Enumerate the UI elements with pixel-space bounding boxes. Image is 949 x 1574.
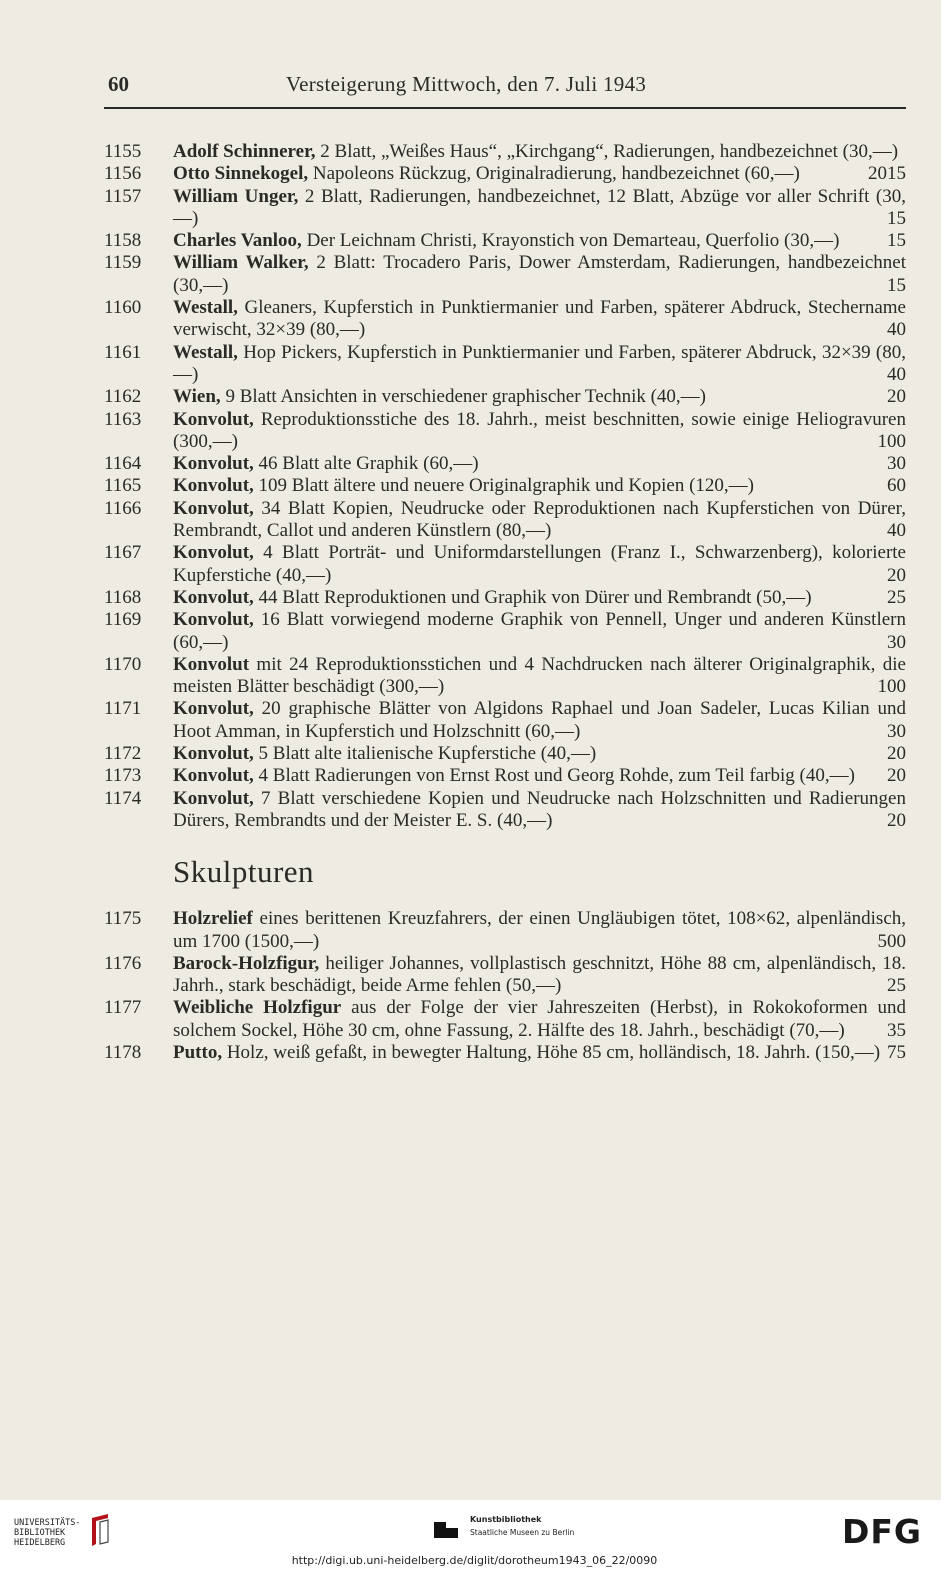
estimate-price: 25: [887, 586, 906, 608]
catalog-entry: [104, 386, 906, 408]
lot-number: 1172: [104, 743, 142, 765]
catalog-entry: [104, 409, 906, 454]
entry-name: Konvolut,: [173, 698, 254, 720]
entry-name: Weibliche Holzfigur: [173, 997, 342, 1019]
lot-number: 1165: [104, 475, 142, 497]
entry-text: [173, 498, 906, 543]
entry-name: Adolf Schinnerer,: [173, 141, 316, 162]
entry-text: [173, 230, 906, 252]
ub-line: BIBLIOTHEK: [14, 1528, 66, 1538]
estimate-price: 100: [877, 676, 906, 698]
footer: [0, 1500, 949, 1574]
estimate-price: 75: [887, 1041, 906, 1063]
catalog-entry: [104, 542, 906, 587]
estimate-price: 35: [887, 1019, 906, 1041]
estimate-price: 30: [887, 453, 906, 475]
catalog-entry: [104, 609, 906, 654]
catalog-entry: [104, 342, 906, 387]
entry-name: Konvolut,: [173, 765, 254, 787]
entry-description: Hop Pickers, Kupferstich in Punktiermanier und Farben, späterer Abdruck, 32×39 (80,—): [173, 341, 906, 385]
entry-description: Holz, weiß gefaßt, in bewegter Haltung, Höhe 85 cm, holländisch, 18. Jahrh. (150,—): [222, 1041, 881, 1063]
estimate-price: 20: [887, 564, 906, 586]
lot-number: 1169: [104, 609, 142, 631]
estimate-price: 15: [887, 207, 906, 229]
estimate-price: 15: [887, 230, 906, 252]
entry-text: [173, 609, 906, 654]
entry-text: [173, 475, 906, 497]
source-url-link[interactable]: http://digi.ub.uni-heidelberg.de/diglit/dorotheum1943_06_22/0090: [291, 1554, 658, 1567]
sculpture-entries: [104, 908, 906, 1064]
entry-description: 9 Blatt Ansichten in verschiedener graphischer Technik (40,—): [220, 386, 707, 408]
running-title: Versteigerung Mittwoch, den 7. Juli 1943: [286, 72, 647, 96]
lot-number: 1159: [104, 252, 142, 274]
section-title: Skulpturen: [173, 854, 315, 890]
entry-name: Holzrelief: [173, 908, 253, 930]
entry-name: Konvolut,: [173, 475, 254, 497]
catalog-entry: [104, 498, 906, 543]
entry-description: aus der Folge der vier Jahreszeiten (Herbst), in Rokokoformen und solchem Sockel, Höhe 30 cm, ohne Fassung, 2. Hälfte des 18. Jahrh., beschädigt (70,—): [173, 997, 906, 1041]
lot-number: 1168: [104, 586, 142, 608]
entry-text: [173, 765, 906, 787]
estimate-price: 40: [887, 520, 906, 542]
lot-number: 1155: [104, 141, 142, 162]
entry-description: mit 24 Reproduktionsstichen und 4 Nachdrucken nach älterer Originalgraphik, die meisten Blätter beschädigt (300,—): [173, 653, 906, 698]
entry-description: 2 Blatt, „Weißes Haus“, „Kirchgang“, Radierungen, handbezeichnet (30,—): [315, 141, 899, 162]
entry-name: Konvolut,: [173, 586, 254, 608]
entry-description: 4 Blatt Porträt- und Uniformdarstellungen (Franz I., Schwarzenberg), kolorierte Kupferstiche (40,—): [173, 542, 906, 586]
catalog-entry: [104, 654, 906, 699]
entry-text: [173, 587, 906, 609]
entry-description: 5 Blatt alte italienische Kupferstiche (40,—): [253, 743, 597, 765]
catalog-entry: [104, 297, 906, 342]
estimate-price: 30: [887, 631, 906, 653]
lot-number: 1157: [104, 185, 142, 207]
entry-text: [173, 788, 906, 833]
dfg-logo: DFG: [842, 1512, 923, 1551]
entry-description: 46 Blatt alte Graphik (60,—): [253, 453, 479, 475]
entry-description: 44 Blatt Reproduktionen und Graphik von Dürer und Rembrandt (50,—): [253, 586, 812, 608]
entry-text: [173, 453, 906, 475]
entry-name: Otto Sinnekogel,: [173, 163, 309, 185]
entry-description: Napoleons Rückzug, Originalradierung, handbezeichnet (60,—): [308, 163, 800, 185]
ub-line: HEIDELBERG: [14, 1538, 66, 1548]
entry-name: Konvolut,: [173, 542, 254, 564]
catalog-entry: [104, 908, 906, 953]
catalog-entry: [104, 788, 906, 833]
lot-number: 1158: [104, 230, 142, 252]
lot-number: 1177: [104, 997, 142, 1019]
entry-text: [173, 698, 906, 743]
kunstbibliothek-logo-text: [470, 1515, 574, 1537]
estimate-price: 40: [887, 319, 906, 341]
lot-number: 1171: [104, 698, 142, 720]
entry-description: heiliger Johannes, vollplastisch geschnitzt, Höhe 88 cm, alpenländisch, 18. Jahrh., stark beschädigt, beide Arme fehlen (50,—): [173, 952, 906, 997]
page-number: 60: [108, 72, 129, 96]
entry-description: eines berittenen Kreuzfahrers, der einen Ungläubigen tötet, 108×62, alpenländisch, um 1700 (1500,—): [173, 908, 906, 952]
estimate-price: 20: [887, 765, 906, 787]
entry-text: [173, 953, 906, 998]
page-header: [104, 72, 906, 102]
entry-description: 2 Blatt, Radierungen, handbezeichnet, 12 Blatt, Abzüge vor aller Schrift (30,—): [173, 185, 906, 229]
graphics-entries: [104, 141, 906, 832]
lot-number: 1161: [104, 341, 142, 363]
entry-name: William Walker,: [173, 252, 309, 274]
entry-text: [173, 386, 906, 408]
catalog-entry: [104, 997, 906, 1042]
ub-line: UNIVERSITÄTS-: [14, 1518, 81, 1528]
lot-number: 1170: [104, 653, 142, 675]
catalog-entry: [104, 230, 906, 252]
lot-number: 1173: [104, 765, 142, 787]
entry-text: [173, 252, 906, 297]
estimate-price: 15: [887, 163, 906, 185]
estimate-price: 500: [877, 930, 906, 952]
catalog-entry: [104, 953, 906, 998]
estimate-price: 100: [877, 430, 906, 452]
entry-name: Charles Vanloo,: [173, 230, 302, 252]
kunstbibliothek-logo-icon: [432, 1518, 460, 1540]
catalog-entry: [104, 163, 906, 185]
lot-number: 1167: [104, 542, 142, 564]
entry-text: [173, 409, 906, 454]
ub-heidelberg-logo-text: [14, 1518, 81, 1548]
entry-text: [173, 163, 906, 185]
lot-number: 1166: [104, 497, 142, 519]
estimate-price: 60: [887, 475, 906, 497]
estimate-price: 40: [887, 363, 906, 385]
catalog-entry: [104, 1042, 906, 1064]
lot-number: 1163: [104, 408, 142, 430]
entry-text: [173, 297, 906, 342]
estimate-price: 25: [887, 975, 906, 997]
catalog-entry: [104, 765, 906, 787]
lot-number: 1162: [104, 386, 142, 408]
entry-description: Reproduktionsstiche des 18. Jahrh., meist beschnitten, sowie einige Heliogravuren (300,—): [173, 408, 906, 452]
entry-name: Konvolut,: [173, 787, 254, 809]
entry-name: Putto,: [173, 1041, 223, 1063]
entry-name: Wien,: [173, 386, 221, 408]
lot-number: 1160: [104, 297, 142, 319]
catalog-entry: [104, 475, 906, 497]
catalog-entry: [104, 587, 906, 609]
entry-description: 16 Blatt vorwiegend moderne Graphik von Pennell, Unger und anderen Künstlern (60,—): [173, 609, 906, 653]
entry-text: [173, 743, 906, 765]
entry-text: [173, 186, 906, 231]
estimate-price: 20: [868, 163, 887, 185]
catalog-entry: [104, 252, 906, 297]
catalog-entry: [104, 453, 906, 475]
catalog-entry: [104, 743, 906, 765]
entry-text: [173, 1042, 906, 1064]
catalog-list: [104, 141, 906, 1064]
entry-name: Barock-Holzfigur,: [173, 952, 320, 974]
lot-number: 1164: [104, 453, 142, 475]
catalog-entry: [104, 698, 906, 743]
estimate-price: 20: [887, 386, 906, 408]
kb-title: Kunstbibliothek: [470, 1515, 542, 1524]
entry-description: 4 Blatt Radierungen von Ernst Rost und Georg Rohde, zum Teil farbig (40,—): [253, 765, 855, 787]
estimate-price: 15: [887, 274, 906, 296]
entry-name: Konvolut,: [173, 497, 254, 519]
entry-name: Westall,: [173, 297, 238, 319]
estimate-price: 20: [887, 809, 906, 831]
lot-number: 1175: [104, 908, 142, 930]
entry-name: Konvolut,: [173, 609, 254, 631]
kb-subtitle: Staatliche Museen zu Berlin: [470, 1528, 575, 1537]
entry-description: 34 Blatt Kopien, Neudrucke oder Reproduktionen nach Kupferstichen von Dürer, Rembrandt, Callot und anderen Künstlern (80,—): [173, 497, 906, 542]
entry-text: [173, 342, 906, 387]
entry-text: [173, 654, 906, 699]
ub-heidelberg-logo-icon: [88, 1512, 112, 1548]
entry-description: Der Leichnam Christi, Krayonstich von Demarteau, Querfolio (30,—): [301, 230, 840, 252]
entry-text: [173, 997, 906, 1042]
lot-number: 1156: [104, 163, 142, 185]
entry-description: 109 Blatt ältere und neuere Originalgraphik und Kopien (120,—): [253, 475, 754, 497]
entry-description: 20 graphische Blätter von Algidons Raphael und Joan Sadeler, Lucas Kilian und Hoot Amman, in Kupferstich und Holzschnitt (60,—): [173, 698, 906, 742]
estimate-price: 30: [887, 720, 906, 742]
lot-number: 1174: [104, 787, 142, 809]
entry-name: William Unger,: [173, 185, 299, 207]
entry-name: Konvolut: [173, 653, 250, 675]
entry-description: 2 Blatt: Trocadero Paris, Dower Amsterdam, Radierungen, handbezeichnet (30,—): [173, 252, 906, 296]
header-rule: [104, 107, 906, 109]
entry-name: Konvolut,: [173, 408, 254, 430]
catalog-entry: [104, 186, 906, 231]
entry-text: [173, 542, 906, 587]
entry-description: Gleaners, Kupferstich in Punktiermanier und Farben, späterer Abdruck, Stechername verwischt, 32×39 (80,—): [173, 297, 906, 341]
lot-number: 1178: [104, 1041, 142, 1063]
entry-description: 7 Blatt verschiedene Kopien und Neudrucke nach Holzschnitten und Radierungen Dürers, Rembrandts und der Meister E. S. (40,—): [173, 787, 906, 831]
entry-name: Westall,: [173, 341, 238, 363]
entry-name: Konvolut,: [173, 453, 254, 475]
entry-name: Konvolut,: [173, 743, 254, 765]
estimate-price: 20: [887, 743, 906, 765]
entry-text: [173, 908, 906, 953]
lot-number: 1176: [104, 952, 142, 974]
